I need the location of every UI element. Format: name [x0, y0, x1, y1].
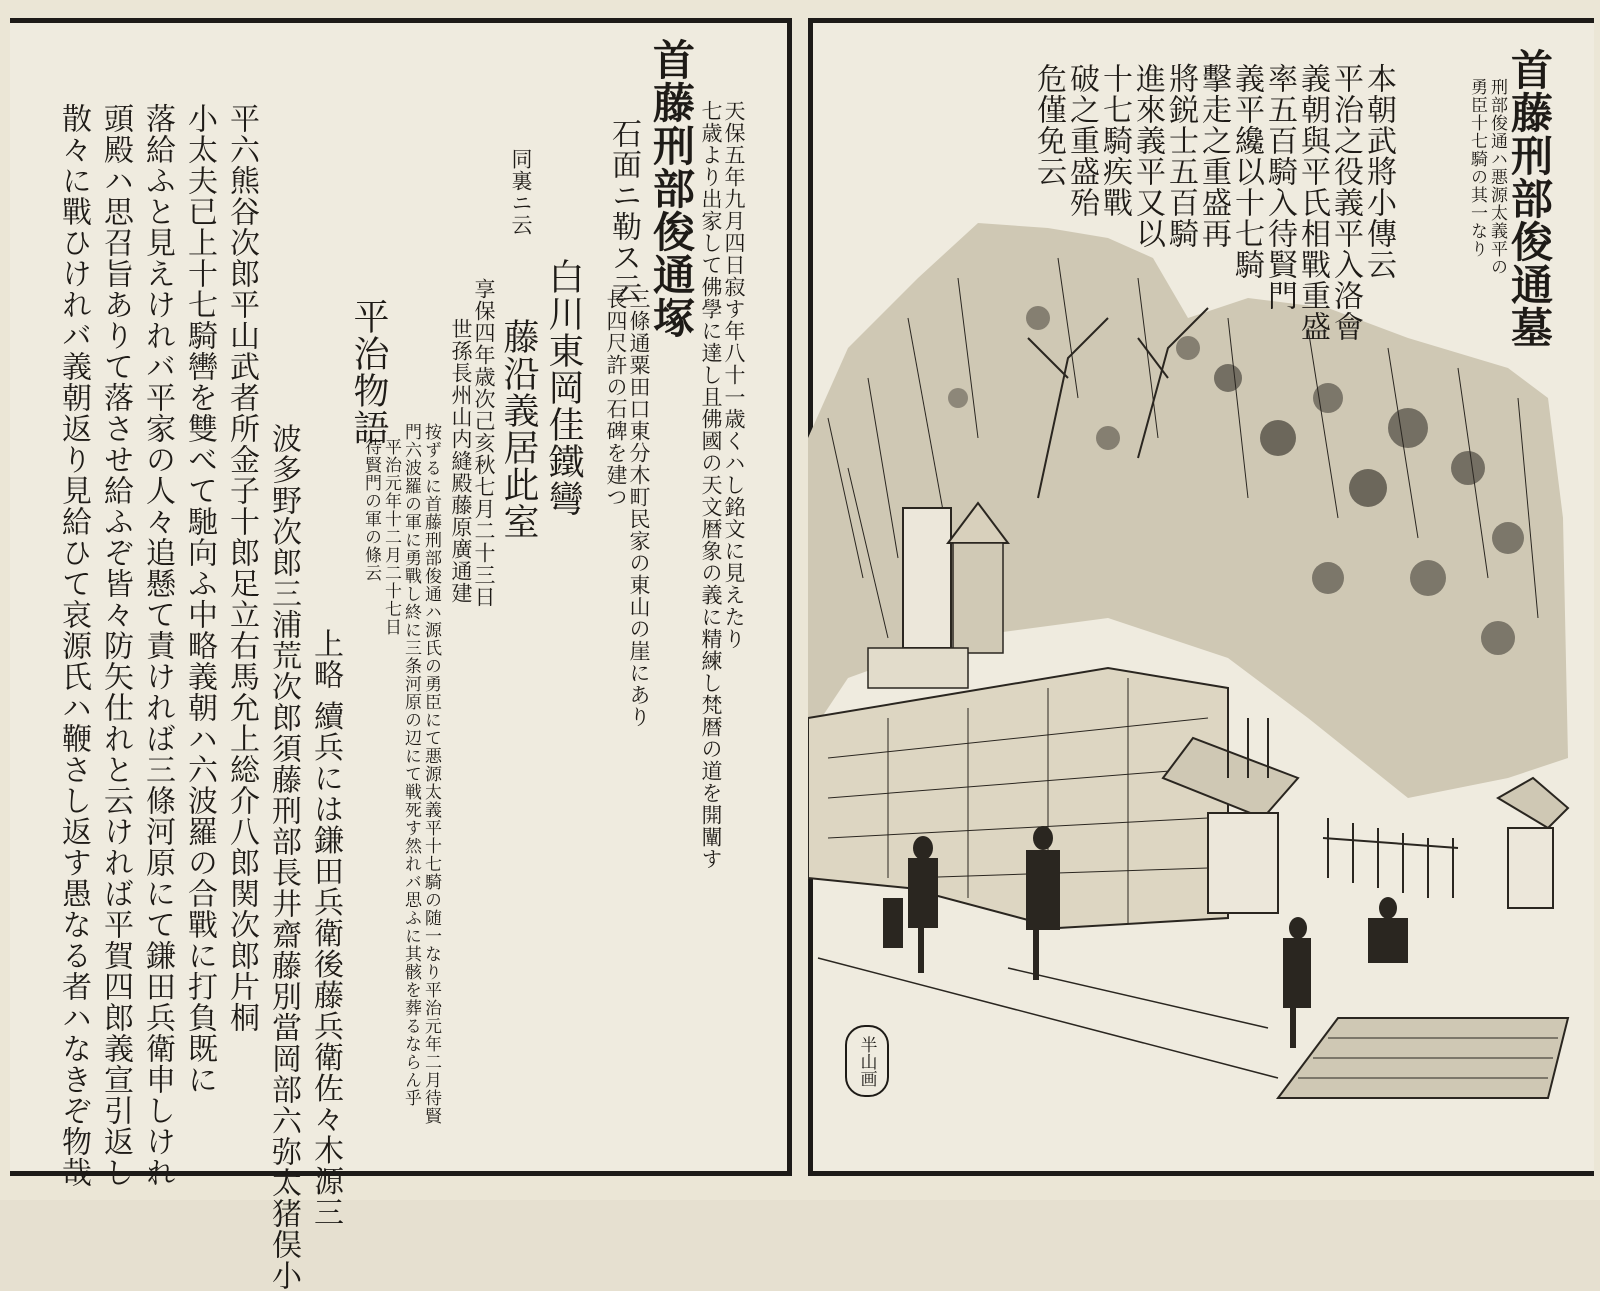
stone-wall	[808, 668, 1228, 928]
heiji-line-7: 散々に戰ひけれバ義朝返り見給ひて哀源氏ハ鞭さし返す愚なる者ハなきぞ物哉	[56, 103, 91, 1188]
quote-line-6: 擊走之重盛再	[1196, 63, 1231, 249]
dedication-author: 世孫長州山内縫殿藤原廣通建	[449, 318, 473, 604]
quote-line-1: 本朝武將小傳云	[1361, 63, 1396, 280]
quote-line-4: 率五百騎入待賢門	[1262, 63, 1297, 311]
heiji-line-5: 落給ふと見えけれバ平家の人々追懸て責ければ三條河原にて鎌田兵衛申しけれ	[140, 103, 175, 1188]
artist-seal	[845, 1025, 889, 1097]
quote-line-5: 義平纔以十七騎	[1229, 63, 1264, 280]
quote-line-7: 將鋭士五百騎	[1163, 63, 1198, 249]
frame-top-border	[10, 18, 792, 23]
small-house	[1498, 778, 1568, 908]
quote-line-9: 十七騎疾戰	[1097, 63, 1132, 218]
quote-line-2: 平治之役義平入洛會	[1328, 63, 1363, 342]
grave-annotation-2: 勇臣十七騎の其一なり	[1467, 78, 1487, 258]
monument-heading: 首藤刑部俊通塚	[647, 38, 696, 339]
heiji-line-3: 平六熊谷次郎平山武者所金子十郎足立右馬允上総介八郎関次郎片桐	[224, 103, 259, 1033]
foreground-roof	[1278, 1018, 1568, 1098]
grave-annotation-1: 刑部俊通ハ悪源太義平の	[1487, 78, 1507, 276]
stone-face-label: 石面ニ勒ス云	[606, 118, 641, 304]
biography-line-1: 七歳より出家して佛學に達し且佛國の天文暦象の義に精練し梵暦の道を開闡す	[699, 100, 723, 870]
heiji-monogatari-title: 平治物語	[348, 298, 389, 446]
heiji-line-4: 小太夫已上十七騎轡を雙べて馳向ふ中略義朝ハ六波羅の合戰に打負既に	[182, 103, 217, 1095]
reverse-side-label: 同裏ニ云	[509, 148, 533, 236]
size-note: 長四尺許の石碑を建つ	[604, 288, 628, 508]
grave-title: 首藤刑部俊通墓	[1505, 48, 1554, 349]
heiji-subject: 待賢門の軍の條云	[361, 438, 381, 582]
right-page	[808, 18, 1594, 1176]
biography-line-2: 天保五年九月四日寂す年八十一歳くハし銘文に見えたり	[722, 100, 746, 650]
location-note: 三條通粟田口東分木町民家の東山の崖にあり	[627, 288, 651, 728]
heiji-line-6: 頭殿ハ思召旨ありて落させ給ふぞ皆々防矢仕れと云ければ平賀四郎義宣引返し	[98, 103, 133, 1188]
heiji-line-2: 波多野次郎三浦荒次郎須藤刑部長井齋藤別當岡部六弥太猪俣小	[266, 423, 301, 1291]
quote-line-3: 義朝與平氏相戰重盛	[1295, 63, 1330, 342]
inscription-line-1: 白川東岡佳鐵彎	[543, 258, 584, 517]
quote-line-10: 破之重盛殆	[1064, 63, 1099, 218]
heiji-line-1: 上略 續兵には鎌田兵衛後藤兵衛佐々木源三	[308, 628, 343, 1228]
left-page	[10, 18, 792, 1291]
artist-seal-text: 半山画	[856, 1035, 877, 1087]
quote-line-8: 進來義平又以	[1130, 63, 1165, 249]
heiji-date: 平治元年十二月二十七日	[381, 438, 401, 636]
inscription-line-2: 藤沿義居此室	[498, 318, 539, 540]
frame-gutter-border	[787, 18, 792, 1176]
dedication-date: 享保四年歳次己亥秋七月二十三日	[472, 278, 496, 608]
commentary-line-2: 門六波羅の軍に勇戰し終に三条河原の辺にて戦死す然れバ思ふに其骸を葬るならん乎	[401, 423, 421, 1107]
commentary-line-1: 按ずるに首藤刑部俊通ハ源氏の勇臣にて悪源太義平十七騎の随一なり平治元年二月待賢	[421, 423, 441, 1125]
quote-line-11: 危僅免云	[1031, 63, 1066, 187]
